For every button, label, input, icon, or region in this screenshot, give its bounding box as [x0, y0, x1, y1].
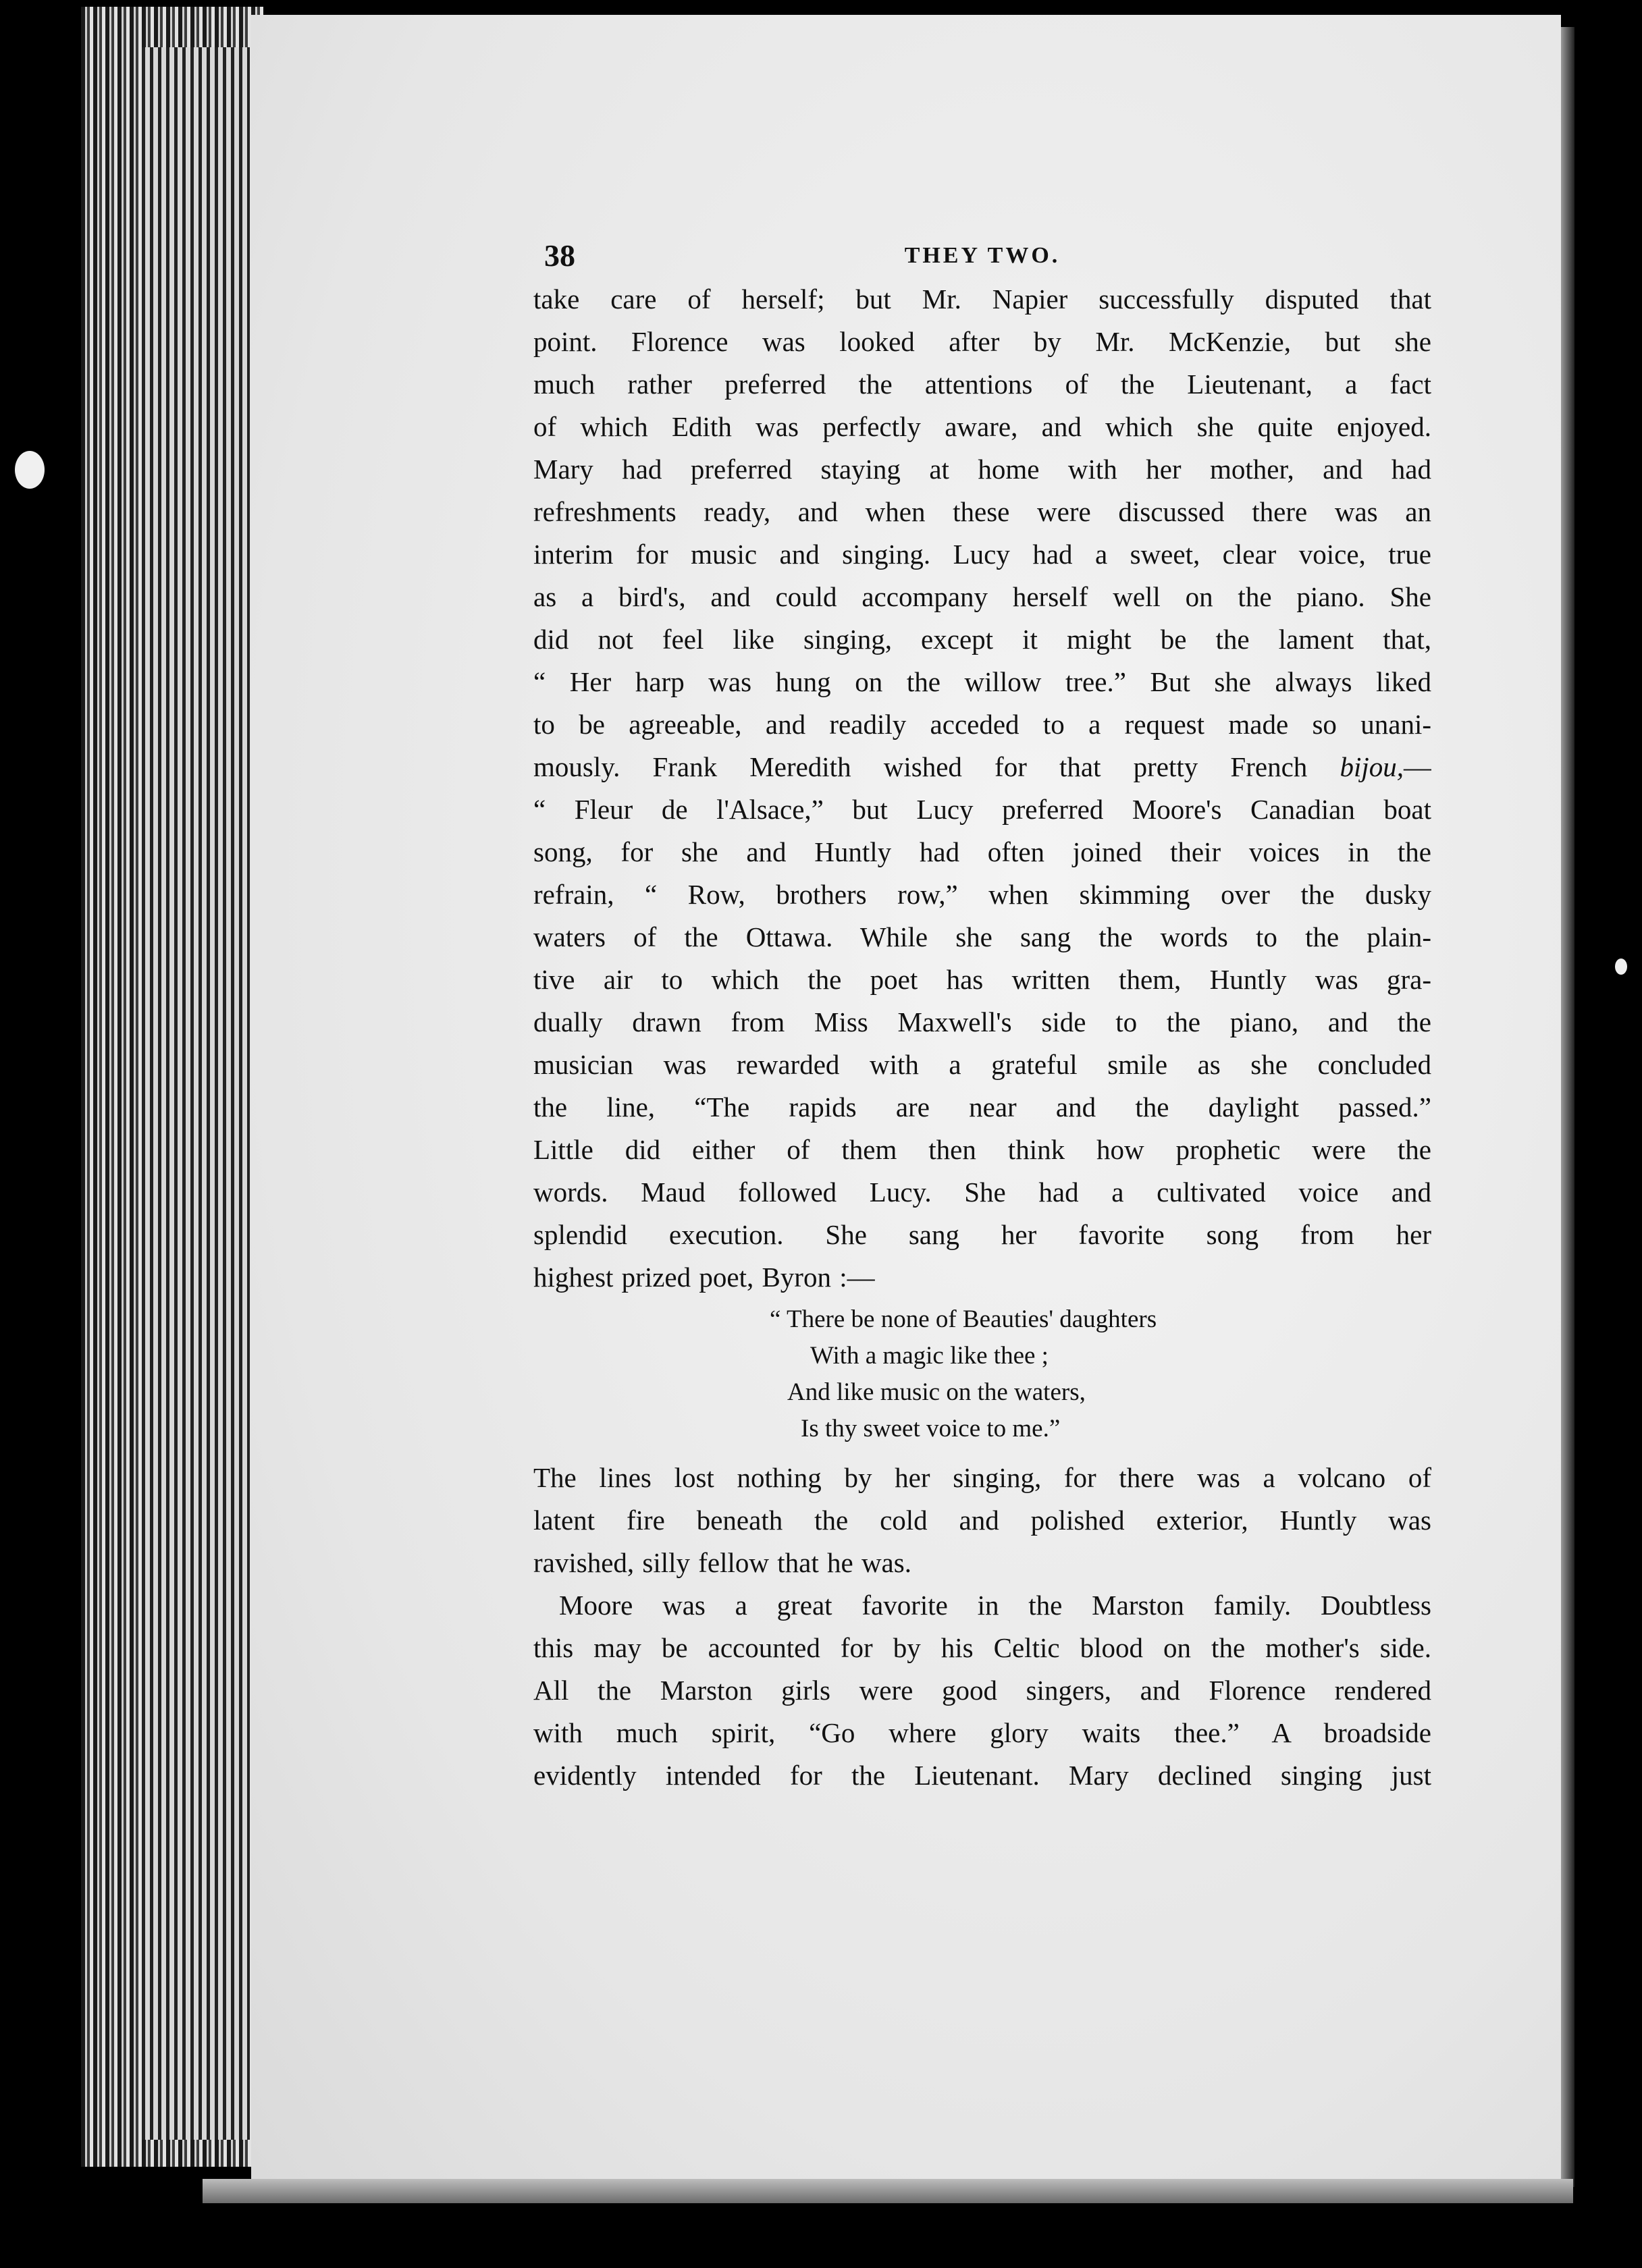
text-line: waters of the Ottawa. While she sang the words to the plain-	[533, 921, 1431, 952]
text-line: words. Maud followed Lucy. She had a cultivated voice and	[533, 1177, 1431, 1208]
text-line: did not feel like singing, except it might be the lament that,	[533, 624, 1431, 655]
text-line: Little did either of them then think how prophetic were the	[533, 1134, 1431, 1165]
running-title: THEY TWO.	[904, 243, 1061, 268]
verse-line: With a magic like thee ;	[810, 1342, 1049, 1370]
paper-speck	[15, 451, 45, 489]
page-number: 38	[544, 238, 575, 273]
text-line: “ Fleur de l'Alsace,” but Lucy preferred Moore's Canadian boat	[533, 794, 1431, 825]
text-line: evidently intended for the Lieutenant. Mary declined singing just	[533, 1760, 1431, 1791]
text-line: highest prized poet, Byron :—	[533, 1262, 875, 1293]
page-bottom-edge	[203, 2179, 1573, 2203]
text-line: point. Florence was looked after by Mr. McKenzie, but she	[533, 326, 1431, 357]
verse-quote	[533, 1301, 1431, 1447]
text-line: musician was rewarded with a grateful smile as she concluded	[533, 1049, 1431, 1080]
verse-line: Is thy sweet voice to me.”	[801, 1415, 1061, 1442]
running-head	[533, 223, 1431, 273]
text-line: song, for she and Huntly had often joined their voices in the	[533, 836, 1431, 867]
paragraph	[533, 1457, 1431, 1584]
paragraph	[533, 278, 1431, 1299]
text-line: splendid execution. She sang her favorite song from her	[533, 1219, 1431, 1250]
text-run: mously. Frank Meredith wished for that pretty French	[533, 751, 1340, 782]
text-line: take care of herself; but Mr. Napier successfully disputed that	[533, 284, 1431, 315]
text-line: interim for music and singing. Lucy had a sweet, clear voice, true	[533, 539, 1431, 570]
text-line: ravished, silly fellow that he was.	[533, 1547, 911, 1578]
text-line: The lines lost nothing by her singing, for there was a volcano of	[533, 1462, 1431, 1493]
text-line: with much spirit, “Go where glory waits thee.” A broadside	[533, 1717, 1431, 1748]
text-line: latent fire beneath the cold and polished exterior, Huntly was	[533, 1505, 1431, 1536]
text-line: as a bird's, and could accompany herself well on the piano. She	[533, 581, 1431, 612]
text-line: tive air to which the poet has written them, Huntly was gra-	[533, 964, 1431, 995]
page-text	[533, 223, 1431, 1797]
text-line: much rather preferred the attentions of the Lieutenant, a fact	[533, 369, 1431, 400]
text-line: the line, “The rapids are near and the daylight passed.”	[533, 1091, 1431, 1123]
text-line: Moore was a great favorite in the Marston family. Doubtless	[559, 1590, 1431, 1621]
text-line: All the Marston girls were good singers, and Florence rendered	[533, 1675, 1431, 1706]
paragraph	[533, 1584, 1431, 1797]
text-line: of which Edith was perfectly aware, and which she quite enjoyed.	[533, 411, 1431, 442]
text-run: —	[1404, 751, 1431, 782]
verse-line: And like music on the waters,	[787, 1378, 1086, 1406]
text-line: to be agreeable, and readily acceded to a request made so unani-	[533, 709, 1431, 740]
text-line: Mary had preferred staying at home with her mother, and had	[533, 454, 1431, 485]
text-line: refrain, “ Row, brothers row,” when skimming over the dusky	[533, 879, 1431, 910]
text-line: dually drawn from Miss Maxwell's side to the piano, and the	[533, 1006, 1431, 1037]
text-line	[533, 746, 1431, 788]
italic-word: bijou,	[1340, 751, 1404, 782]
page-right-edge	[1561, 27, 1574, 2187]
text-line: refreshments ready, and when these were discussed there was an	[533, 496, 1431, 527]
text-line: “ Her harp was hung on the willow tree.” But she always liked	[533, 666, 1431, 697]
verse-line: “ There be none of Beauties' daughters	[770, 1305, 1157, 1333]
paper-speck	[1615, 959, 1627, 975]
text-line: this may be accounted for by his Celtic blood on the mother's side.	[533, 1632, 1431, 1663]
page-edges-inner	[142, 47, 250, 2140]
